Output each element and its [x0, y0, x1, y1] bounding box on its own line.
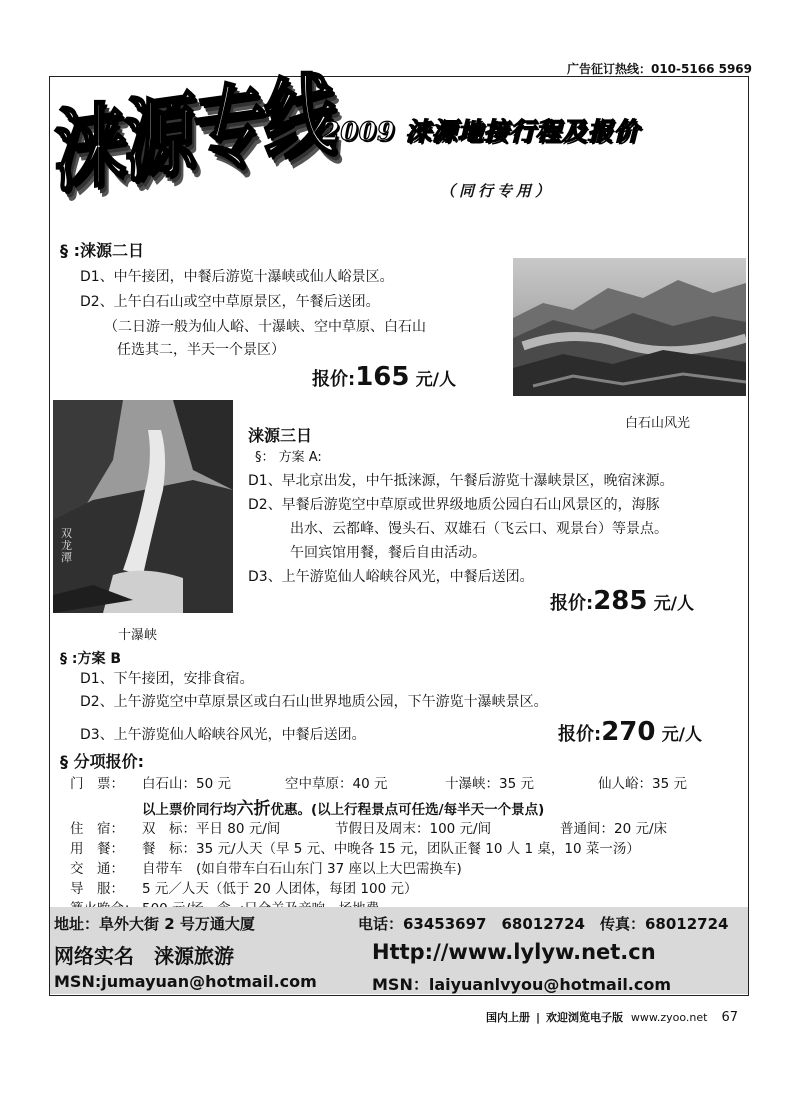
- page-footer: [486, 1009, 738, 1025]
- footer-mid: 欢迎浏览电子版: [546, 1011, 624, 1024]
- footer-left: 国内上册: [486, 1011, 530, 1024]
- discount-post: 优惠。(以上行程景点可任选/每半天一个景点): [270, 802, 545, 818]
- plan-a-title: §： 方案 A:: [255, 450, 322, 465]
- two-day-line: 任选其二，半天一个景区）: [117, 342, 285, 358]
- discount-note: [142, 794, 544, 819]
- two-day-title: § :涞源二日: [60, 241, 144, 260]
- contact-msn2[interactable]: MSN：laiyuanlvyou@hotmail.com: [372, 975, 672, 994]
- plan-b-price: [558, 717, 702, 747]
- meal-label: 用 餐：: [70, 841, 124, 857]
- discount-big: 六折: [236, 799, 271, 819]
- plan-b-line: D3、上午游览仙人峪峡谷风光，中餐后送团。: [80, 727, 366, 743]
- contact-realname: 网络实名 涞源旅游: [54, 944, 234, 968]
- traffic-label: 交 通：: [70, 861, 124, 877]
- guide-label: 导 服：: [70, 881, 124, 897]
- price-value: 270: [601, 717, 656, 747]
- ticket-item: 空中草原：40 元: [285, 776, 388, 792]
- baishishan-photo: [513, 258, 746, 396]
- three-day-title: 涞源三日: [248, 426, 313, 445]
- lodging-item: 双 标：平日 80 元/间: [142, 821, 281, 837]
- brand-text: 涞源专线: [54, 59, 335, 206]
- two-day-line: D2、上午白石山或空中草原景区，午餐后送团。: [80, 294, 380, 310]
- brand-logo: [54, 59, 335, 235]
- shipuxia-mark: 双龙潭: [61, 527, 72, 564]
- lodging-item: 普通间：20 元/床: [560, 821, 668, 837]
- contact-url[interactable]: Http://www.lylyw.net.cn: [372, 940, 656, 964]
- lodging-item: 节假日及周末：100 元/间: [335, 821, 492, 837]
- baishishan-caption: 白石山风光: [625, 416, 691, 431]
- plan-b-line: D1、下午接团，安排食宿。: [80, 671, 254, 687]
- shipuxia-caption: 十瀑峡: [118, 628, 158, 643]
- headline-year: 2009: [322, 117, 396, 146]
- headline-text: 涞源地接行程及报价: [405, 117, 640, 146]
- page-number: 67: [721, 1010, 738, 1025]
- footer-site[interactable]: www.zyoo.net: [630, 1011, 708, 1024]
- footer-sep: |: [536, 1011, 541, 1024]
- plan-b-title: § :方案 B: [60, 651, 122, 667]
- plan-b-line: D2、上午游览空中草原景区或白石山世界地质公园，下午游览十瀑峡景区。: [80, 694, 548, 710]
- three-day-price: [550, 586, 694, 616]
- traffic-info: 自带车 (如自带车白石山东门 37 座以上大巴需换车): [142, 861, 462, 877]
- three-day-line: 出水、云都峰、馒头石、双雄石（飞云口、观景台）等景点。: [290, 521, 668, 537]
- price-label: 报价:: [558, 724, 602, 745]
- price-label: 报价:: [312, 369, 356, 390]
- ticket-item: 白石山：50 元: [142, 776, 231, 792]
- contact-fax: 传真：68012724: [600, 915, 729, 933]
- shipuxia-photo: [53, 400, 233, 613]
- ticket-label: 门 票：: [70, 776, 124, 792]
- three-day-line: D1、早北京出发，中午抵涞源，午餐后游览十瀑峡景区，晚宿涞源。: [248, 473, 674, 489]
- price-label: 报价:: [550, 593, 594, 614]
- subhead: （同行专用）: [440, 182, 555, 200]
- headline: [322, 112, 639, 148]
- two-day-line: （二日游一般为仙人峪、十瀑峡、空中草原、白石山: [104, 319, 426, 335]
- meal-info: 餐 标：35 元/人天（早 5 元、中晚各 15 元，团队正餐 10 人 1 桌，10 菜一汤）: [142, 841, 640, 857]
- two-day-line: D1、中午接团，中餐后游览十瀑峡或仙人峪景区。: [80, 269, 394, 285]
- ticket-item: 仙人峪：35 元: [598, 776, 687, 792]
- price-unit: 元/人: [653, 594, 694, 614]
- ad-hotline: 广告征订热线：010-5166 5969: [566, 62, 752, 76]
- contact-address: 地址：阜外大街 2 号万通大厦: [54, 915, 255, 933]
- three-day-line: D2、早餐后游览空中草原或世界级地质公园白石山风景区的，海豚: [248, 497, 660, 513]
- ticket-item: 十瀑峡：35 元: [445, 776, 534, 792]
- contact-msn1[interactable]: MSN:jumayuan@hotmail.com: [54, 972, 317, 991]
- discount-pre: 以上票价同行均: [142, 802, 237, 818]
- price-value: 165: [355, 362, 410, 392]
- fees-title: § 分项报价:: [60, 752, 144, 771]
- price-value: 285: [593, 586, 648, 616]
- contact-phone: 电话：63453697 68012724: [358, 915, 585, 933]
- guide-info: 5 元／人天（低于 20 人团体，每团 100 元）: [142, 881, 418, 897]
- three-day-line: D3、上午游览仙人峪峡谷风光，中餐后送团。: [248, 569, 534, 585]
- two-day-price: [312, 362, 456, 392]
- price-unit: 元/人: [661, 725, 702, 745]
- three-day-line: 午回宾馆用餐，餐后自由活动。: [290, 545, 486, 561]
- price-unit: 元/人: [415, 370, 456, 390]
- lodging-label: 住 宿：: [70, 821, 124, 837]
